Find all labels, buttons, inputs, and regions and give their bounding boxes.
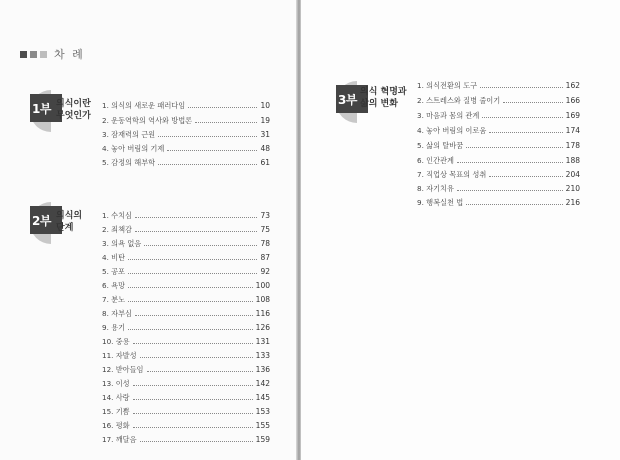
toc-leader (195, 122, 257, 123)
toc-leader (144, 245, 257, 246)
toc-entry[interactable] (417, 170, 580, 180)
toc-entry-label: 10. 중용 (102, 337, 130, 346)
toc-leader (503, 102, 563, 103)
part-1-title-line-2: 무엇인가 (56, 111, 91, 121)
toc-entry[interactable] (102, 158, 270, 168)
toc-entry[interactable] (102, 267, 270, 277)
toc-entry-label: 2. 죄책감 (102, 225, 132, 234)
toc-entry-label: 8. 자부심 (102, 309, 132, 318)
toc-entry-label: 7. 직업상 목표의 성취 (417, 170, 487, 179)
toc-entry-page: 169 (565, 111, 580, 120)
toc-entry[interactable] (102, 309, 270, 319)
toc-leader (457, 162, 563, 163)
toc-entry-page: 153 (255, 407, 270, 416)
toc-leader (135, 231, 257, 232)
toc-leader (140, 357, 253, 358)
toc-leader (128, 329, 253, 330)
part-2-title (56, 210, 82, 234)
toc-leader (457, 190, 563, 191)
toc-entry-label: 4. 비탄 (102, 253, 126, 262)
part-3-badge-label: 3부 (338, 93, 357, 107)
part-2-badge-label: 2부 (32, 214, 51, 228)
toc-leader (158, 136, 257, 137)
toc-leader (135, 315, 253, 316)
toc-entry[interactable] (102, 379, 270, 389)
right-page (301, 0, 620, 460)
toc-entry-label: 4. 놓아 버림의 이로움 (417, 126, 487, 135)
toc-entry-page: 136 (255, 365, 270, 374)
toc-leader (489, 132, 562, 133)
toc-entry-label: 13. 이성 (102, 379, 130, 388)
toc-entry-label: 9. 용기 (102, 323, 126, 332)
toc-entry-label: 1. 수치심 (102, 211, 132, 220)
toc-entry-page: 108 (255, 295, 270, 304)
part-1-title-line-1: 의식이란 (56, 99, 91, 109)
toc-entry[interactable] (102, 295, 270, 305)
part-3-title (360, 86, 407, 110)
toc-entry-page: 162 (565, 81, 580, 90)
toc-entry-label: 6. 욕망 (102, 281, 126, 290)
part-3-title-line-2: 삶의 변화 (360, 99, 398, 109)
toc-entry-page: 87 (260, 253, 270, 262)
toc-leader (128, 287, 253, 288)
toc-leader (147, 371, 253, 372)
toc-leader (128, 259, 257, 260)
toc-entry-label: 5. 삶의 탈바꿈 (417, 141, 464, 150)
toc-entry-label: 17. 깨달음 (102, 435, 137, 444)
toc-entry-label: 1. 의식의 새로운 패러다임 (102, 101, 186, 110)
toc-leader (133, 385, 253, 386)
toc-entry-label: 16. 평화 (102, 421, 130, 430)
toc-entry[interactable] (102, 435, 270, 445)
toc-entry-page: 78 (260, 239, 270, 248)
toc-entry-page: 31 (260, 130, 270, 139)
toc-entry[interactable] (417, 81, 580, 91)
toc-leader (128, 273, 257, 274)
toc-leader (140, 441, 253, 442)
toc-entry[interactable] (102, 253, 270, 263)
toc-entry-label: 12. 받아들임 (102, 365, 144, 374)
toc-entry-page: 174 (565, 126, 580, 135)
toc-leader (133, 427, 253, 428)
toc-entry-label: 6. 인간관계 (417, 156, 454, 165)
toc-entry-page: 19 (260, 116, 270, 125)
toc-title: 차 례 (54, 48, 85, 61)
part-2-title-line-2: 단계 (56, 223, 74, 233)
toc-entry-label: 3. 의욕 없음 (102, 239, 142, 248)
toc-entry-page: 216 (565, 198, 580, 207)
toc-entry-label: 4. 놓아 버림의 기제 (102, 144, 165, 153)
header-square-light (40, 51, 47, 58)
part-1-badge-label: 1부 (32, 102, 51, 116)
toc-entry[interactable] (417, 96, 580, 106)
toc-entry[interactable] (102, 421, 270, 431)
toc-entry-label: 2. 스트레스와 질병 줄이기 (417, 96, 501, 105)
toc-entry[interactable] (102, 101, 270, 111)
toc-entry[interactable] (102, 225, 270, 235)
toc-entry-label: 5. 감정의 해부학 (102, 158, 156, 167)
toc-entry[interactable] (102, 130, 270, 140)
toc-leader (466, 147, 563, 148)
toc-entry-label: 3. 잠재력의 근원 (102, 130, 156, 139)
toc-leader (128, 301, 253, 302)
toc-entry[interactable] (102, 144, 270, 154)
toc-entry-label: 7. 분노 (102, 295, 126, 304)
toc-entry-page: 210 (565, 184, 580, 193)
toc-entry[interactable] (417, 156, 580, 166)
toc-leader (133, 343, 253, 344)
toc-entry-page: 142 (255, 379, 270, 388)
toc-entry-page: 155 (255, 421, 270, 430)
toc-entry-page: 61 (260, 158, 270, 167)
toc-entry-page: 166 (565, 96, 580, 105)
toc-entry-label: 9. 행복실천 법 (417, 198, 464, 207)
part-2-title-line-1: 의식의 (56, 211, 83, 221)
toc-leader (167, 150, 257, 151)
toc-leader (133, 399, 253, 400)
toc-entry[interactable] (102, 323, 270, 333)
toc-entry-page: 100 (255, 281, 270, 290)
toc-entry[interactable] (417, 198, 580, 208)
toc-entry-page: 10 (260, 101, 270, 110)
toc-entry[interactable] (102, 337, 270, 347)
toc-entry-label: 1. 의식전환의 도구 (417, 81, 478, 90)
toc-entry[interactable] (102, 351, 270, 361)
toc-leader (466, 204, 563, 205)
toc-entry-page: 159 (255, 435, 270, 444)
toc-entry-label: 5. 공포 (102, 267, 126, 276)
left-page (0, 0, 300, 460)
part-3-title-line-1: 의식 혁명과 (360, 87, 407, 97)
toc-entry-label: 2. 운동역학의 역사와 방법론 (102, 116, 193, 125)
toc-entry[interactable] (102, 365, 270, 375)
toc-entry-page: 133 (255, 351, 270, 360)
toc-entry-page: 178 (565, 141, 580, 150)
toc-entry[interactable] (102, 281, 270, 291)
toc-leader (489, 176, 562, 177)
header-square-mid (30, 51, 37, 58)
toc-entry[interactable] (102, 239, 270, 249)
toc-entry[interactable] (417, 141, 580, 151)
toc-entry-label: 15. 기쁨 (102, 407, 130, 416)
toc-entry[interactable] (417, 184, 580, 194)
toc-entry-page: 188 (565, 156, 580, 165)
toc-entry-page: 145 (255, 393, 270, 402)
toc-entry[interactable] (102, 393, 270, 403)
toc-leader (158, 164, 257, 165)
toc-leader (480, 87, 563, 88)
toc-entry[interactable] (102, 407, 270, 417)
toc-entry-page: 75 (260, 225, 270, 234)
toc-entry[interactable] (102, 211, 270, 221)
toc-entry-label: 8. 자기치유 (417, 184, 454, 193)
toc-entry-label: 14. 사랑 (102, 393, 130, 402)
part-1-title (56, 98, 91, 122)
toc-entry[interactable] (417, 111, 580, 121)
toc-header (20, 46, 85, 62)
toc-leader (133, 413, 253, 414)
toc-entry-page: 126 (255, 323, 270, 332)
toc-leader (188, 107, 257, 108)
toc-entry-page: 116 (255, 309, 270, 318)
toc-entry[interactable] (102, 116, 270, 126)
toc-entry-label: 11. 자발성 (102, 351, 137, 360)
toc-leader (482, 117, 562, 118)
toc-entry-page: 204 (565, 170, 580, 179)
toc-entry-page: 92 (260, 267, 270, 276)
toc-entry-page: 131 (255, 337, 270, 346)
toc-entry-label: 3. 마음과 몸의 관계 (417, 111, 480, 120)
header-square-dark (20, 51, 27, 58)
toc-leader (135, 217, 257, 218)
toc-entry[interactable] (417, 126, 580, 136)
toc-entry-page: 73 (260, 211, 270, 220)
toc-entry-page: 48 (260, 144, 270, 153)
